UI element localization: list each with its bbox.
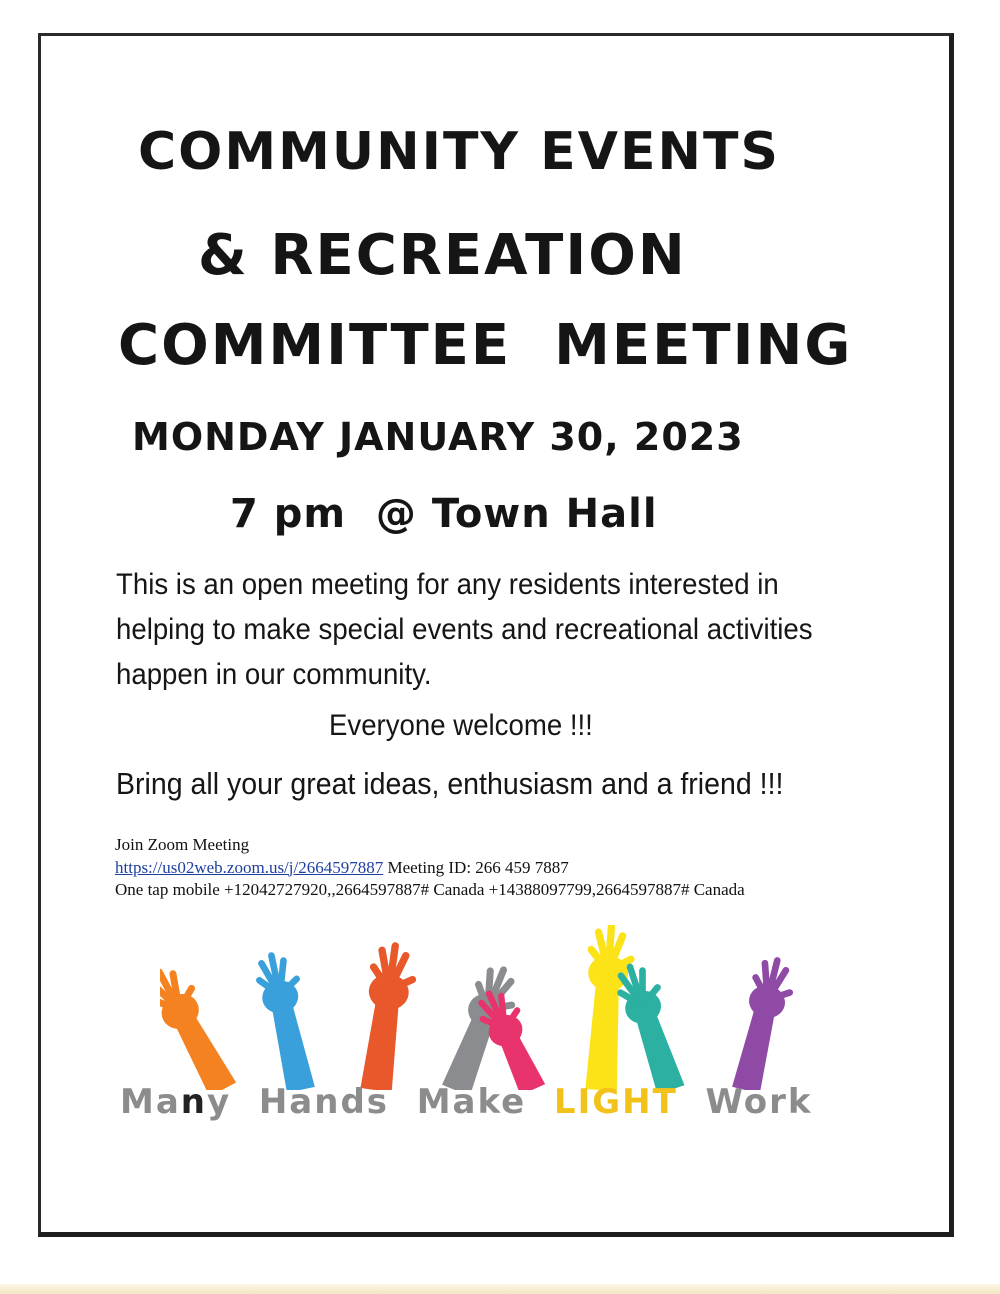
meeting-description: This is an open meeting for any residents interested in helping to make special events and recreational activities happen in our community. xyxy=(116,568,813,691)
zoom-info xyxy=(115,834,745,902)
bring-ideas-text: Bring all your great ideas, enthusiasm and a friend !!! xyxy=(116,766,784,801)
meeting-date: MONDAY JANUARY 30, 2023 xyxy=(132,415,744,459)
title-line-1: COMMUNITY EVENTS xyxy=(138,122,780,182)
tagline-part-1: Ma xyxy=(120,1082,181,1122)
zoom-one-tap: One tap mobile +12042727920,,2664597887# Canada +14388097799,2664597887# Canada xyxy=(115,880,745,899)
tagline-part-4: LIGHT xyxy=(553,1082,678,1122)
raised-hand-icon xyxy=(250,947,324,1090)
raised-hand-icon xyxy=(608,956,693,1090)
raised-hand-icon xyxy=(724,952,800,1090)
zoom-meeting-id: Meeting ID: 266 459 7887 xyxy=(383,857,569,877)
zoom-meeting-link[interactable]: https://us02web.zoom.us/j/2664597887 xyxy=(115,857,384,877)
meeting-time-place: 7 pm @ Town Hall xyxy=(230,491,658,537)
page-bottom-edge xyxy=(0,1284,1000,1294)
raised-hand-icon xyxy=(351,939,422,1090)
raised-hands-logo xyxy=(160,925,800,1090)
tagline-part-2: n xyxy=(180,1082,207,1122)
tagline-logo-text xyxy=(120,1082,812,1122)
welcome-text: Everyone welcome !!! xyxy=(329,709,593,742)
zoom-join-label: Join Zoom Meeting xyxy=(115,835,250,854)
title-line-2: & RECREATION xyxy=(198,223,687,288)
title-line-3: COMMITTEE MEETING xyxy=(118,313,853,378)
tagline-part-5: Work xyxy=(677,1082,813,1122)
tagline-part-3: y Hands Make xyxy=(207,1082,554,1122)
raised-hand-icon xyxy=(160,957,245,1090)
